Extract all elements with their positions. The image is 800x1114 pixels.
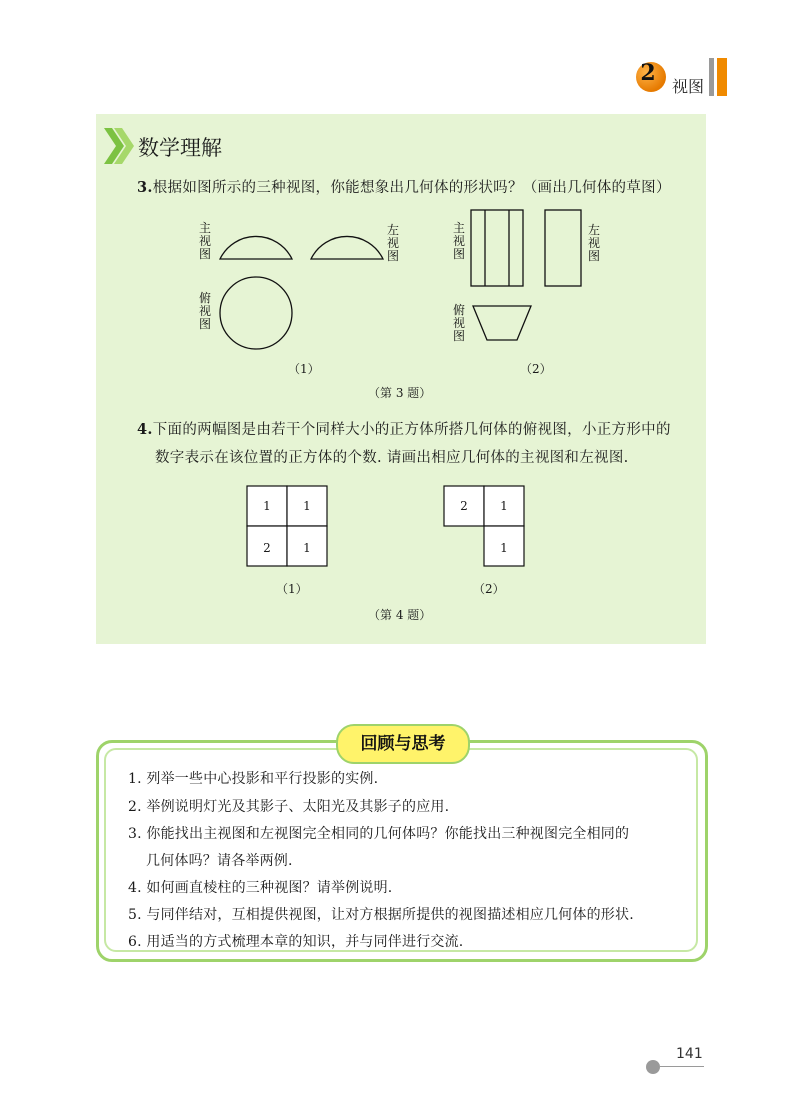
review-item-1: 1. 列举一些中心投影和平行投影的实例.: [128, 771, 379, 787]
grid-1-drawing: [246, 485, 330, 569]
question-3-number: 3.: [137, 179, 153, 196]
question-4-text-1: 下面的两幅图是由若干个同样大小的正方体所搭几何体的俯视图，小正方形中的: [152, 422, 671, 438]
grid-1-cell: 1: [263, 499, 271, 513]
fig2-top-label: 俯视图: [452, 303, 465, 343]
review-item-6: 6. 用适当的方式梳理本章的知识，并与同伴进行交流.: [128, 934, 464, 950]
question-4-line-2: 数字表示在该位置的正方体的个数. 请画出相应几何体的主视图和左视图.: [155, 450, 629, 466]
grid-2-drawing: [443, 485, 527, 569]
grid-1-cell: 1: [303, 541, 311, 555]
header-bar-gray: [709, 58, 714, 96]
fig2-caption: （2）: [520, 362, 552, 376]
question-4-number: 4.: [137, 421, 153, 438]
header-bar-orange: [717, 58, 727, 96]
grid-1-caption: （1）: [276, 582, 308, 596]
grid-1-cell: 1: [303, 499, 311, 513]
grid-2-caption: （2）: [473, 582, 505, 596]
fig1-caption: （1）: [288, 362, 320, 376]
fig1-left-label: 左视图: [386, 223, 399, 263]
question-3: [137, 176, 671, 197]
question-4-line-1: [137, 418, 671, 439]
review-item-3: 3. 你能找出主视图和左视图完全相同的几何体吗？你能找出三种视图完全相同的: [128, 826, 630, 842]
chapter-title: 视图: [672, 77, 705, 96]
fig2-left-label: 左视图: [587, 223, 600, 263]
grid-1-cell: 2: [263, 541, 271, 555]
page-underline: [660, 1066, 704, 1067]
chevron-arrows-icon: [104, 126, 138, 166]
review-item-3-continued: 几何体吗？请各举两例.: [146, 853, 293, 869]
fig1-top-label: 俯视图: [198, 291, 211, 331]
chapter-number: 2: [640, 60, 656, 86]
section-title: 数学理解: [138, 136, 222, 160]
grid-2-cell: 1: [500, 541, 508, 555]
fig1-front-label: 主视图: [198, 221, 211, 261]
page-number: 141: [676, 1046, 703, 1062]
review-item-5: 5. 与同伴结对，互相提供视图，让对方根据所提供的视图描述相应几何体的形状.: [128, 907, 634, 923]
review-title: 回顾与思考: [336, 724, 470, 764]
question-3-text: 根据如图所示的三种视图，你能想象出几何体的形状吗？（画出几何体的草图）: [152, 180, 671, 196]
page-dot-icon: [646, 1060, 660, 1074]
grid-2-cell: 1: [500, 499, 508, 513]
review-item-2: 2. 举例说明灯光及其影子、太阳光及其影子的应用.: [128, 799, 450, 815]
fig2-front-label: 主视图: [452, 221, 465, 261]
grid-2-cell: 2: [460, 499, 468, 513]
question-4-caption: （第 4 题）: [368, 608, 432, 622]
question-3-caption: （第 3 题）: [368, 386, 432, 400]
review-item-4: 4. 如何画直棱柱的三种视图？请举例说明.: [128, 880, 393, 896]
